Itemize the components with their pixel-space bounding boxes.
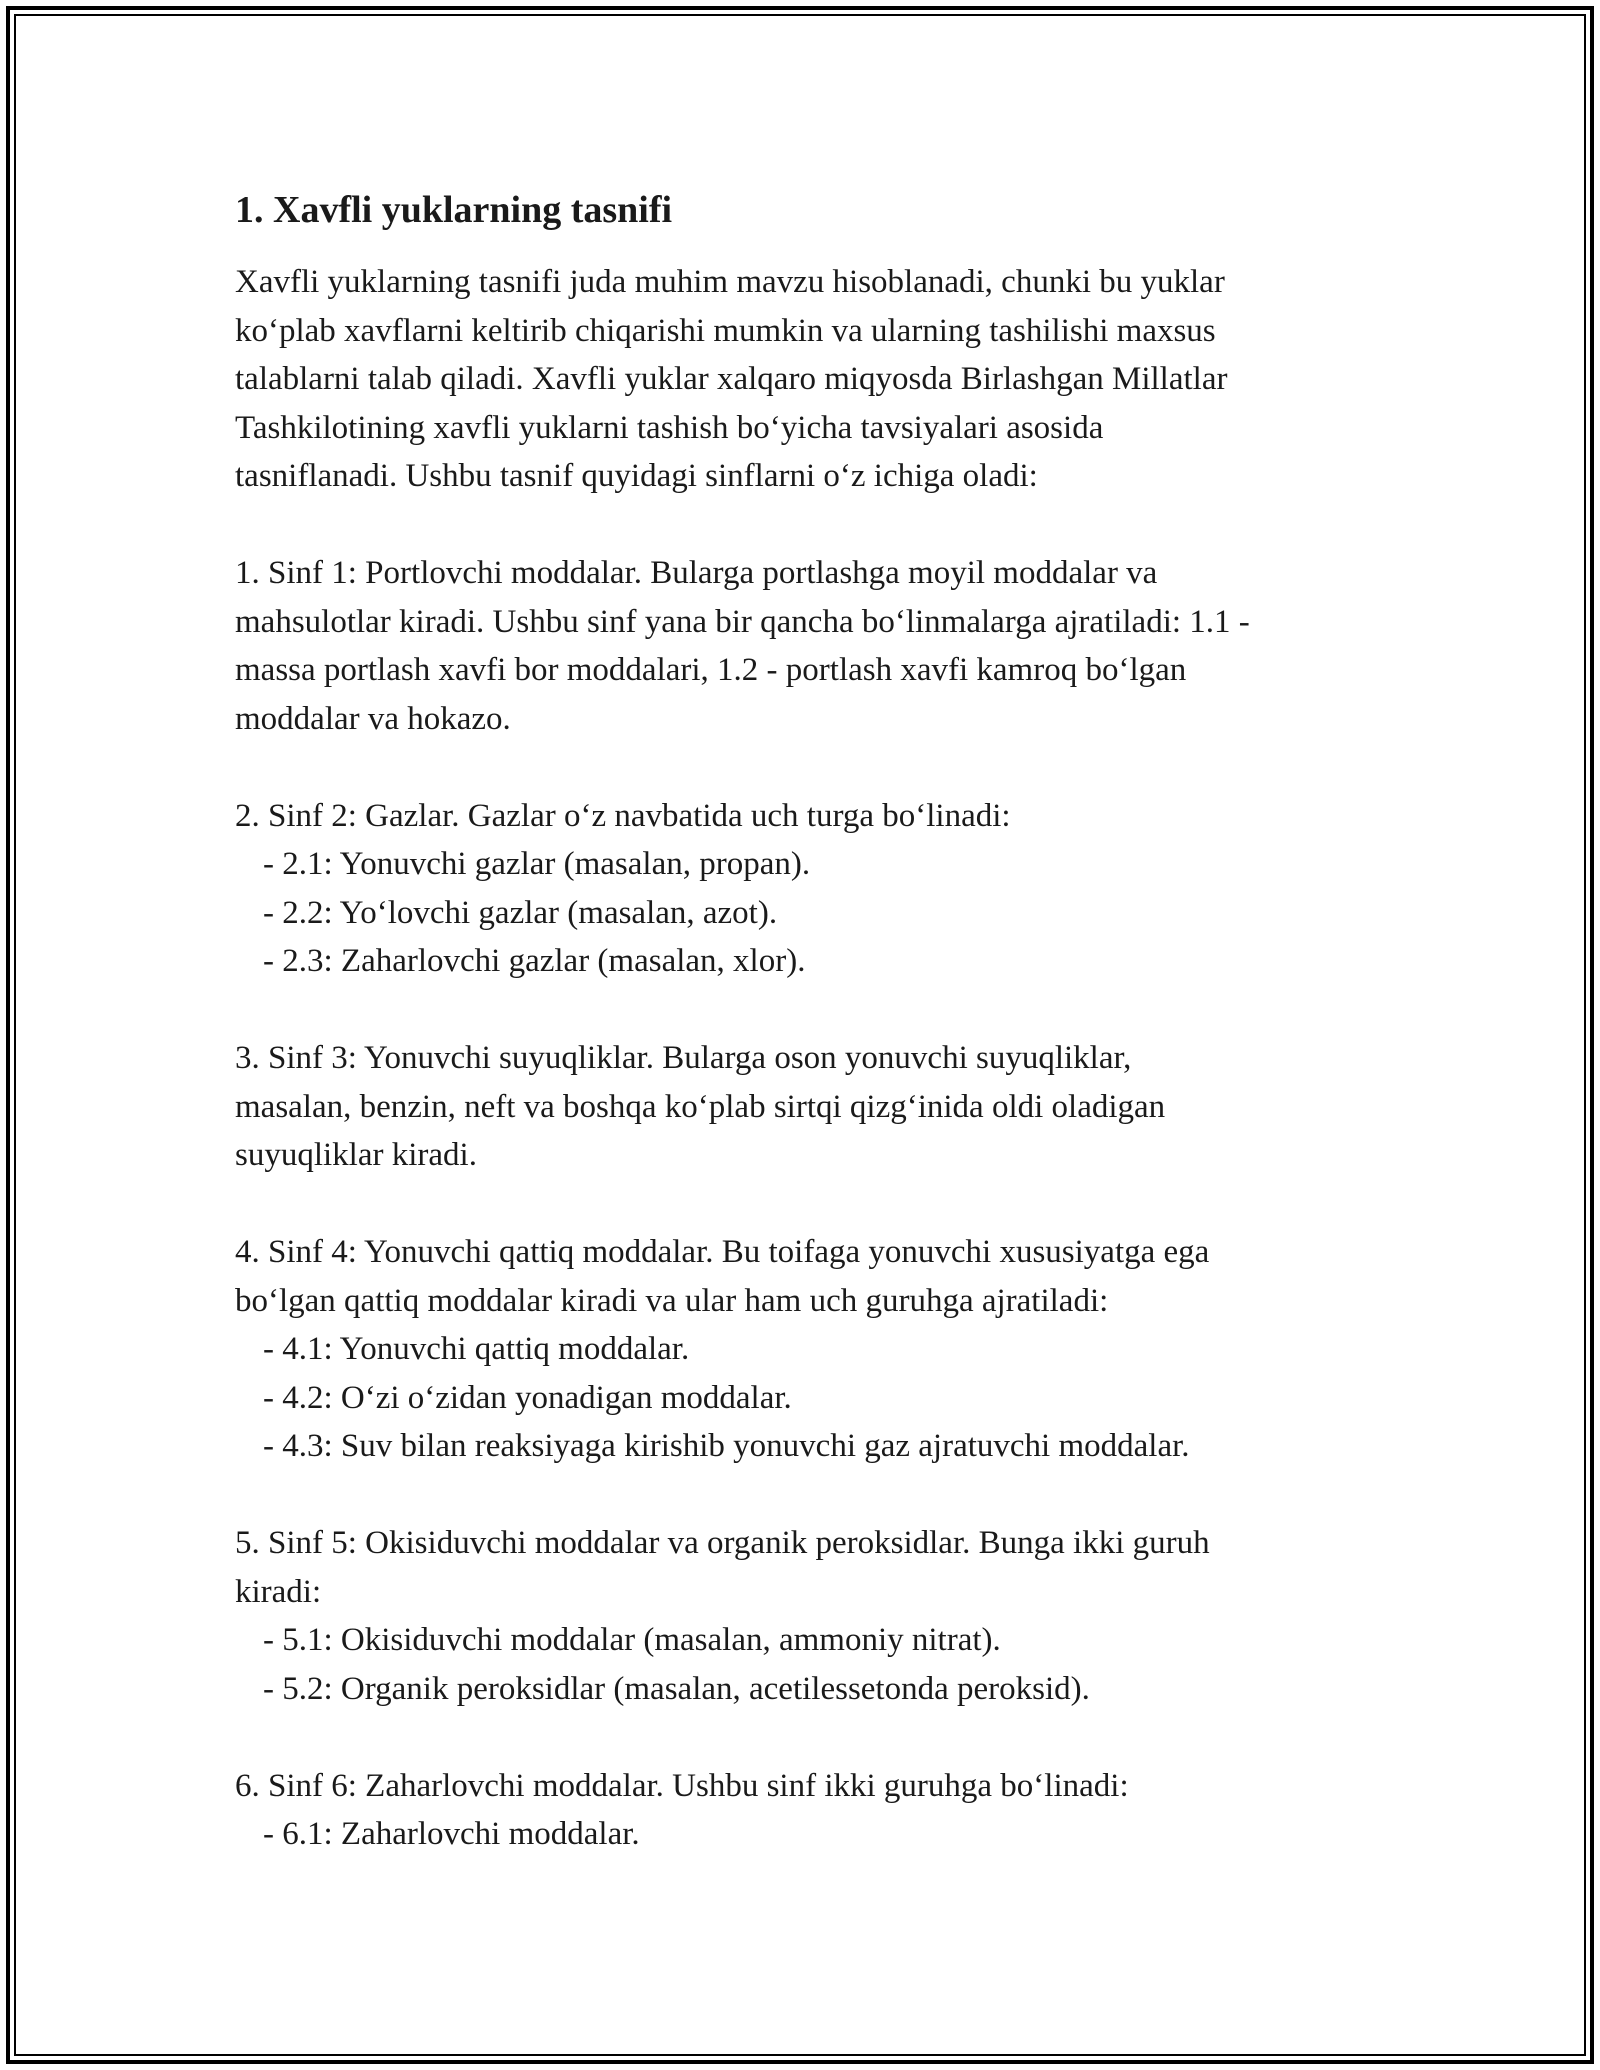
paragraph-line: bo‘lgan qattiq moddalar kiradi va ular ham uch guruhga ajratiladi: xyxy=(235,1282,1109,1319)
class-2-paragraph xyxy=(235,792,1415,986)
paragraph-line: moddalar va hokazo. xyxy=(235,700,511,737)
class-5-paragraph xyxy=(235,1519,1415,1713)
paragraph-line: Tashkilotining xavfli yuklarni tashish bo‘yicha tavsiyalari asosida xyxy=(235,409,1104,446)
paragraph-line: 2. Sinf 2: Gazlar. Gazlar o‘z navbatida uch turga bo‘linadi: xyxy=(235,797,1011,834)
intro-paragraph xyxy=(235,258,1415,501)
paragraph-line: Xavfli yuklarning tasnifi juda muhim mavzu hisoblanadi, chunki bu yuklar xyxy=(235,264,1225,300)
paragraph-line: 6. Sinf 6: Zaharlovchi moddalar. Ushbu sinf ikki guruhga bo‘linadi: xyxy=(235,1767,1129,1804)
paragraph-line: 5. Sinf 5: Okisiduvchi moddalar va organik peroksidlar. Bunga ikki guruh xyxy=(235,1525,1210,1561)
paragraph-line: suyuqliklar kiradi. xyxy=(235,1137,477,1173)
class-3-paragraph xyxy=(235,1034,1415,1180)
subitem-line: - 2.2: Yo‘lovchi gazlar (masalan, azot). xyxy=(263,894,778,931)
paragraph-line: 3. Sinf 3: Yonuvchi suyuqliklar. Bularga oson yonuvchi suyuqliklar, xyxy=(235,1040,1132,1076)
paragraph-line: kiradi: xyxy=(235,1573,322,1610)
subitem-line: - 2.3: Zaharlovchi gazlar (masalan, xlor). xyxy=(263,943,806,979)
paragraph-line: massa portlash xavfi bor moddalari, 1.2 - portlash xavfi kamroq bo‘lgan xyxy=(235,652,1187,688)
subitem-line: - 6.1: Zaharlovchi moddalar. xyxy=(263,1816,640,1852)
paragraph-line: ko‘plab xavflarni keltirib chiqarishi mumkin va ularning tashilishi maxsus xyxy=(235,312,1216,349)
paragraph-line: talablarni talab qiladi. Xavfli yuklar xalqaro miqyosda Birlashgan Millatlar xyxy=(235,361,1228,397)
section-title: 1. Xavfli yuklarning tasnifi xyxy=(235,189,673,231)
subitem-line: - 4.3: Suv bilan reaksiyaga kirishib yonuvchi gaz ajratuvchi moddalar. xyxy=(263,1428,1190,1464)
subitem-line: - 2.1: Yonuvchi gazlar (masalan, propan). xyxy=(263,846,811,882)
class-4-paragraph xyxy=(235,1228,1415,1471)
paragraph-line: 1. Sinf 1: Portlovchi moddalar. Bularga portlashga moyil moddalar va xyxy=(235,555,1158,591)
subitem-line: - 5.2: Organik peroksidlar (masalan, acetilessetonda peroksid). xyxy=(263,1670,1090,1707)
paragraph-line: 4. Sinf 4: Yonuvchi qattiq moddalar. Bu toifaga yonuvchi xususiyatga ega xyxy=(235,1234,1210,1270)
subitem-line: - 5.1: Okisiduvchi moddalar (masalan, ammoniy nitrat). xyxy=(263,1622,1001,1658)
document-body xyxy=(235,186,1415,1907)
paragraph-line: mahsulotlar kiradi. Ushbu sinf yana bir qancha bo‘linmalarga ajratiladi: 1.1 - xyxy=(235,603,1250,640)
subitem-line: - 4.2: O‘zi o‘zidan yonadigan moddalar. xyxy=(263,1379,792,1416)
class-1-paragraph xyxy=(235,549,1415,743)
paragraph-line: masalan, benzin, neft va boshqa ko‘plab sirtqi qizg‘inida oldi oladigan xyxy=(235,1088,1166,1125)
subitem-line: - 4.1: Yonuvchi qattiq moddalar. xyxy=(263,1331,690,1367)
class-6-paragraph xyxy=(235,1762,1415,1859)
paragraph-line: tasniflanadi. Ushbu tasnif quyidagi sinflarni o‘z ichiga oladi: xyxy=(235,458,1038,494)
